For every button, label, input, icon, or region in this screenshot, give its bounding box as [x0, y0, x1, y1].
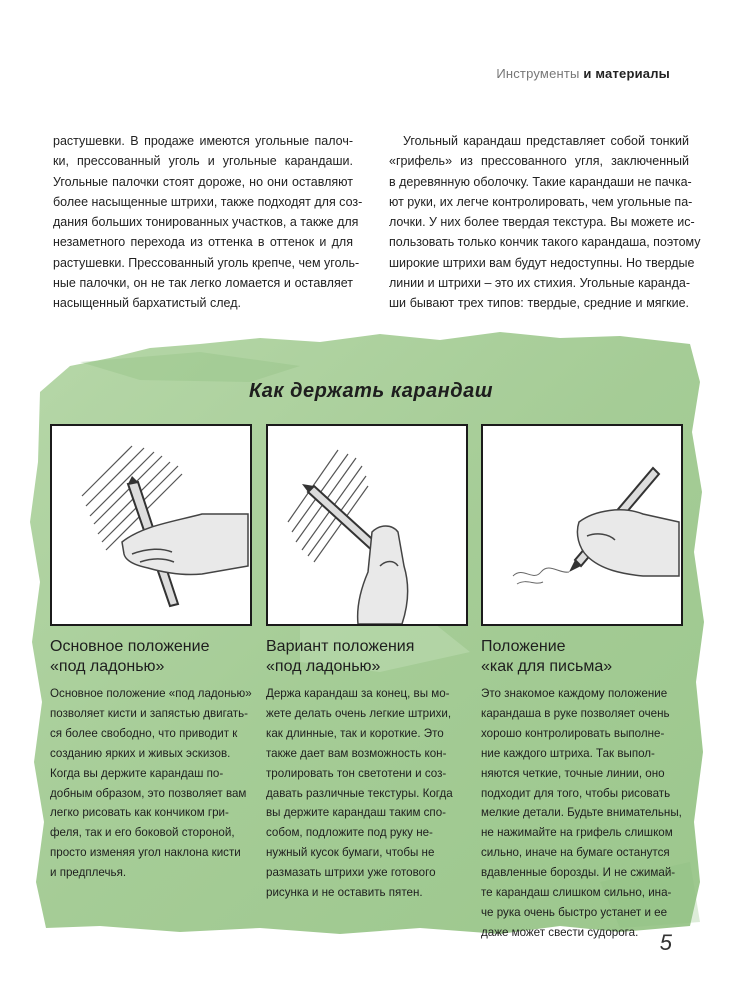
- text-line: дания больших тонированных участков, а также для: [53, 215, 359, 230]
- body-line: жете делать очень легкие штрихи,: [266, 706, 452, 720]
- text-line: ши бывают трех типов: твердые, средние и мягкие.: [389, 296, 689, 311]
- text-line: незаметного перехода из оттенка в оттенок и для: [53, 235, 353, 250]
- body-line: подходит для того, чтобы рисовать: [481, 786, 671, 800]
- body-line: Когда вы держите карандаш по-: [50, 766, 224, 780]
- illustration-frame-3: [481, 424, 683, 626]
- text-line: ные палочки, он не так легко ломается и оставляет: [53, 276, 353, 291]
- running-header: [496, 66, 670, 81]
- body-line: те карандаш слишком сильно, ина-: [481, 886, 672, 900]
- box-title: Как держать карандаш: [248, 380, 494, 402]
- body-line: нужный кусок бумаги, чтобы не: [266, 846, 435, 860]
- text-line: Угольный карандаш представляет собой тонкий: [403, 134, 689, 148]
- heading-line: Основное положение: [50, 638, 210, 655]
- body-line: ся более свободно, что приводит к: [50, 726, 238, 740]
- body-line: ние каждого штриха. Так выпол-: [481, 746, 655, 760]
- illustration-frame-2: [266, 424, 468, 626]
- intro-text: [53, 131, 701, 314]
- text-line: в деревянную оболочку. Такие карандаши не пачка-: [389, 174, 692, 189]
- body-line: тролировать тон светотени и соз-: [266, 766, 447, 780]
- text-line: линии и штрихи – это их стихия. Угольные каранда-: [389, 276, 690, 291]
- text-line: Угольные палочки стоят дороже, но они оставляют: [53, 174, 353, 189]
- hand-writing-grip-icon: [483, 426, 681, 624]
- body-line: даже может свести судорога.: [481, 925, 639, 939]
- hand-under-palm-icon: [52, 426, 250, 624]
- body-line: Это знакомое каждому положение: [481, 687, 668, 700]
- illustration-frame-1: [50, 424, 252, 626]
- header-subsection: и материалы: [583, 66, 670, 81]
- heading-line: Вариант положения: [266, 638, 415, 655]
- body-line: позволяет кисти и запястью двигать-: [50, 706, 248, 720]
- body-line: легко рисовать как кончиком гри-: [50, 806, 229, 820]
- text-line: ют руки, их легче контролировать, чем угольные па-: [389, 194, 693, 209]
- header-section: Инструменты: [496, 66, 580, 81]
- heading-line: «под ладонью»: [266, 658, 381, 675]
- body-line: Основное положение «под ладонью»: [50, 687, 252, 700]
- heading-line: «под ладонью»: [50, 658, 165, 675]
- text-line: растушевки. Прессованный уголь крепче, чем уголь-: [53, 255, 360, 270]
- hand-end-grip-icon: [268, 426, 466, 624]
- body-line: карандаша в руке позволяет очень: [481, 706, 670, 720]
- body-line: вдавленные борозды. И не сжимай-: [481, 866, 676, 880]
- body-line: вы держите карандаш таким спо-: [266, 806, 447, 820]
- body-line: размазать штрихи уже готового: [266, 866, 436, 880]
- text-line: пользовать только кончик такого карандаша, поэтому: [389, 235, 701, 250]
- body-line: добным образом, это позволяет вам: [50, 786, 247, 800]
- page-number: 5: [659, 930, 672, 955]
- body-line: и предплечья.: [50, 866, 127, 880]
- body-line: феля, так и его боковой стороной,: [50, 826, 235, 840]
- text-line: лочки. У них более твердая текстура. Вы можете ис-: [389, 215, 695, 230]
- body-line: мелкие детали. Будьте внимательны,: [481, 806, 682, 820]
- text-line: «грифель» из прессованного угля, заключенный: [389, 154, 689, 169]
- panel-3-heading: [481, 637, 691, 677]
- body-line: давать различные текстуры. Когда: [266, 786, 453, 800]
- body-line: няются четкие, точные линии, оно: [481, 766, 665, 780]
- panel-2-body: [266, 684, 471, 903]
- panel-1-body: [50, 684, 255, 883]
- text-line: ки, прессованный уголь и угольные карандаши.: [53, 154, 353, 169]
- body-line: хорошо контролировать выполне-: [481, 726, 665, 740]
- text-line: более насыщенные штрихи, также подходят для соз-: [53, 194, 363, 209]
- body-line: созданию ярких и живых эскизов.: [50, 746, 231, 760]
- body-line: рисунка и не оставить пятен.: [266, 886, 423, 900]
- body-line: также дает вам возможность кон-: [266, 746, 447, 760]
- body-line: как длинные, так и короткие. Это: [266, 726, 444, 740]
- body-line: сильно, иначе на бумаге останутся: [481, 846, 670, 860]
- heading-line: «как для письма»: [481, 658, 613, 675]
- text-line: растушевки. В продаже имеются угольные палоч-: [53, 134, 353, 148]
- text-line: насыщенный бархатистый след.: [53, 296, 241, 311]
- right-column: [389, 131, 701, 314]
- body-line: собом, подложите под руку не-: [266, 826, 433, 840]
- left-column: [53, 131, 363, 314]
- panel-3-body: [481, 684, 686, 943]
- body-line: не нажимайте на грифель слишком: [481, 826, 673, 840]
- body-line: Держа карандаш за конец, вы мо-: [266, 687, 450, 700]
- text-line: широкие штрихи вам будут недоступны. Но твердые: [389, 255, 695, 270]
- panel-1-heading: [50, 637, 260, 677]
- body-line: че рука очень быстро устанет и ее: [481, 905, 668, 919]
- heading-line: Положение: [481, 638, 566, 655]
- body-line: просто изменяя угол наклона кисти: [50, 846, 241, 860]
- panel-2-heading: [266, 637, 476, 677]
